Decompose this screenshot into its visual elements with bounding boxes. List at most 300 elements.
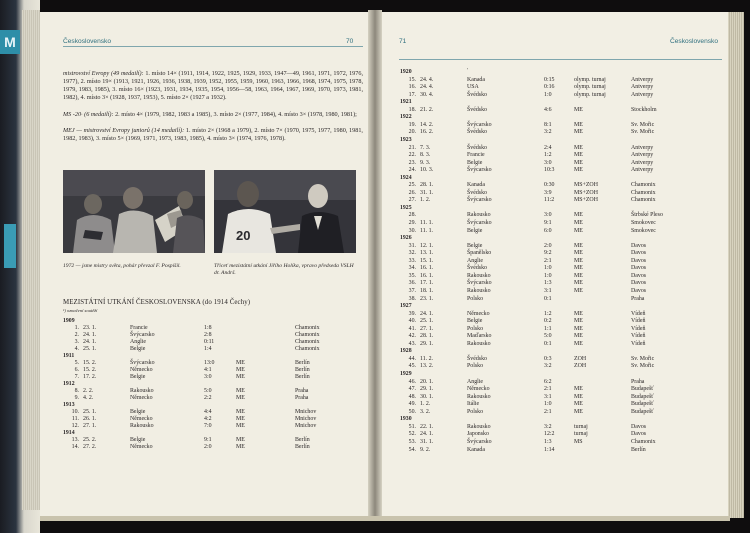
venue: Sv. Mořic <box>631 355 655 362</box>
match-date: 13. 2. <box>420 363 434 370</box>
match-number: 37. <box>408 287 416 294</box>
match-number: 51. <box>408 423 416 430</box>
match-number: 38. <box>408 295 416 302</box>
venue: Budapešť <box>631 408 654 415</box>
opponent: Belgie <box>130 374 146 380</box>
competition: ME <box>236 367 245 373</box>
score: 3:0 <box>544 212 552 219</box>
match-date: 25. 2. <box>83 437 97 443</box>
venue: Davos <box>631 242 647 249</box>
opponent: Anglie <box>467 378 484 385</box>
match-date: 30. 4. <box>420 91 434 98</box>
venue: Mnichov <box>295 423 317 429</box>
opponent: Rakousko <box>467 423 491 430</box>
match-date: 3. 2. <box>420 408 431 415</box>
year-heading: 1929 <box>400 371 412 377</box>
score: 3:1 <box>544 393 552 400</box>
year-heading: 1921 <box>400 99 412 106</box>
match-number: 42. <box>408 333 416 340</box>
opponent: Švýcarsko <box>467 197 492 204</box>
match-date: 27. 1. <box>83 423 97 429</box>
svg-text:20: 20 <box>236 228 251 243</box>
competition: ME <box>574 287 583 294</box>
score: 6:2 <box>544 378 552 385</box>
competition: ME <box>574 280 583 287</box>
opponent: Švýcarsko <box>130 332 155 338</box>
competition: ME <box>236 395 245 401</box>
venue: Vídeň <box>631 310 646 317</box>
score: 1:0 <box>544 91 552 98</box>
match-number: 54. <box>408 446 416 453</box>
match-date: 31. 1. <box>420 189 434 196</box>
match-date: 17. 2. <box>83 374 97 380</box>
match-number: 27. <box>408 197 416 204</box>
opponent: Německo <box>130 395 153 401</box>
year-heading: 1925 <box>400 204 412 211</box>
venue: Praha <box>295 395 309 401</box>
venue: Berlín <box>295 444 310 450</box>
match-number: 15. <box>408 76 416 83</box>
opponent: Německo <box>130 444 153 450</box>
venue: Vídeň <box>631 318 646 325</box>
competition: ME <box>574 257 583 264</box>
opponent: Anglie <box>130 339 147 345</box>
venue: Štrbské Pleso <box>631 212 663 219</box>
opponent: Španělsko <box>467 250 492 257</box>
match-date: 24. 1. <box>83 339 97 345</box>
venue: Budapešť <box>631 393 654 400</box>
year-heading: 1914 <box>63 430 75 436</box>
venue: Praha <box>631 378 645 385</box>
right-header-rule <box>399 59 722 60</box>
match-number: 25. <box>408 182 416 189</box>
opponent: Švédsko <box>467 265 487 272</box>
score: 9:1 <box>204 437 212 443</box>
venue: Chamonix <box>295 339 320 345</box>
match-date: 4. 2. <box>83 395 94 401</box>
match-date: 23. 1. <box>83 325 97 331</box>
venue: Vídeň <box>631 325 646 332</box>
match-date: 15. 1. <box>420 257 434 264</box>
match-number: 1. <box>74 325 79 331</box>
match-date: 24. 4. <box>420 76 434 83</box>
paragraph-ms20-medals <box>63 111 363 119</box>
opponent: Švédsko <box>467 355 487 362</box>
opponent: Rakousko <box>467 287 491 294</box>
competition: ME <box>574 220 583 226</box>
score: 0:3 <box>544 355 552 362</box>
score: 1:2 <box>544 310 552 317</box>
competition: olymp. turnaj <box>574 84 606 91</box>
match-number: 18. <box>408 106 416 113</box>
match-date: 28. 1. <box>420 182 434 189</box>
opponent: Švédsko <box>467 91 487 98</box>
venue: Sv. Mořic <box>631 121 655 128</box>
venue: Budapešť <box>631 386 654 393</box>
match-date: 27. 2. <box>83 444 97 450</box>
match-date: 15. 2. <box>83 367 97 373</box>
opponent: Švédsko <box>467 189 487 196</box>
match-number: 20. <box>408 129 416 136</box>
competition: ME <box>236 437 245 443</box>
competition: ME <box>574 340 583 347</box>
match-date: 23. 1. <box>420 295 434 302</box>
competition: ME <box>236 444 245 450</box>
venue: Davos <box>631 280 647 287</box>
opponent: Švýcarsko <box>467 121 492 128</box>
score: 1:8 <box>204 325 212 331</box>
score: 3:9 <box>544 189 552 196</box>
venue: Davos <box>631 257 647 264</box>
match-date: 17. 1. <box>420 280 434 287</box>
match-date: 7. 3. <box>420 144 431 151</box>
match-date: 24. 1. <box>420 431 434 438</box>
score: 7:0 <box>204 423 212 429</box>
venue: Chamonix <box>295 346 320 352</box>
competition: ZOH <box>574 355 587 362</box>
score: 4:6 <box>544 106 552 113</box>
right-header-title: Československo <box>670 38 719 45</box>
book-gutter <box>368 10 382 520</box>
match-number: 40. <box>408 318 416 325</box>
score: 0:2 <box>544 318 552 325</box>
caption-photo-1: 1972 — jsme mistry světa, pohár převzal F. Pospíšil. <box>63 263 181 269</box>
match-date: 12. 1. <box>420 242 434 249</box>
score: 8:1 <box>544 121 552 128</box>
competition: ME <box>574 265 583 272</box>
match-date: 1. 2. <box>420 197 431 204</box>
section-subtitle: ¹) označení soutěží <box>63 308 98 313</box>
match-date: 30. 1. <box>420 393 434 400</box>
opponent: Švýcarsko <box>467 167 492 174</box>
match-number: 31. <box>408 242 416 249</box>
year-heading: 1926 <box>400 235 412 242</box>
competition: ME <box>574 250 583 257</box>
competition: ME <box>236 423 245 429</box>
match-number: 22. <box>408 152 416 159</box>
venue: Berlín <box>295 367 310 373</box>
match-number: 9. <box>74 395 79 401</box>
match-number: 10. <box>71 409 79 415</box>
year-heading: 1909 <box>63 318 75 324</box>
match-number: 13. <box>71 437 79 443</box>
match-number: 45. <box>408 363 416 370</box>
score: 0:1 <box>544 340 552 347</box>
venue: Chamonix <box>631 182 656 189</box>
competition: ME <box>574 121 583 128</box>
competition: ZOH <box>574 363 587 370</box>
match-date: 27. 1. <box>420 325 434 332</box>
book-left-edge <box>0 0 40 533</box>
section-title: MEZISTÁTNÍ UTKÁNÍ ČESKOSLOVENSKA (do 1914 Čechy) <box>63 299 251 306</box>
match-number: 32. <box>408 250 416 257</box>
index-tab-marker <box>4 224 16 268</box>
score: 11:2 <box>544 197 555 204</box>
year-heading: 1928 <box>400 348 412 355</box>
opponent: Německo <box>467 310 490 317</box>
match-date: 25. 1. <box>420 318 434 325</box>
year-heading: 1927 <box>400 303 412 310</box>
venue: Davos <box>631 250 647 257</box>
year-heading: 1922 <box>400 114 412 121</box>
venue: Mnichov <box>295 409 317 415</box>
venue: Chamonix <box>631 189 656 196</box>
year-heading: 1920 <box>400 69 412 75</box>
match-number: 50. <box>408 408 416 415</box>
venue: Berlín <box>295 360 310 366</box>
venue: Chamonix <box>631 438 656 445</box>
year-heading: 1913 <box>63 402 75 408</box>
match-date: 14. 2. <box>420 121 434 128</box>
score: 4:1 <box>204 367 212 373</box>
venue: Berlín <box>295 437 310 443</box>
match-number: 47. <box>408 386 416 393</box>
match-date: 21. 2. <box>420 106 434 113</box>
score: 0:15 <box>544 76 555 83</box>
competition: ME <box>574 167 583 174</box>
venue: Stockholm <box>631 106 657 113</box>
paragraph-lead: MS -20· (6 medailí): <box>63 111 114 118</box>
opponent: Německo <box>130 367 153 373</box>
match-date: 22. 1. <box>420 423 434 430</box>
opponent: Kanada <box>467 182 485 189</box>
score: 0:16 <box>544 84 555 91</box>
opponent: Polsko <box>467 363 484 370</box>
venue: Sv. Mořic <box>631 129 655 136</box>
match-number: 43. <box>408 340 416 347</box>
left-header-rule <box>63 46 363 47</box>
score: 6:0 <box>544 227 552 234</box>
opponent: Belgie <box>467 227 483 234</box>
score: 3:0 <box>204 374 212 380</box>
opponent: Rakousko <box>467 340 491 347</box>
match-date: 16. 2. <box>420 129 434 136</box>
competition: ME <box>574 393 583 400</box>
match-number: 39. <box>408 310 416 317</box>
venue: Praha <box>295 388 309 394</box>
match-date: 15. 2. <box>83 360 97 366</box>
score: 0:30 <box>544 182 555 189</box>
venue: Budapešť <box>631 401 654 408</box>
competition: ME <box>574 144 583 151</box>
match-date: 11. 2. <box>420 355 434 362</box>
competition: MS+ZOH <box>574 189 598 196</box>
opponent: Itálie <box>467 401 480 408</box>
opponent: Anglie <box>467 257 484 264</box>
opponent: Kanada <box>467 446 485 453</box>
opponent: Kanada <box>467 76 485 83</box>
right-page-number: 71 <box>399 38 407 45</box>
match-date: 24. 4. <box>420 84 434 91</box>
competition: ME <box>574 272 583 279</box>
competition: turnaj <box>574 431 588 438</box>
competition: ME <box>574 318 583 325</box>
page-stack-left <box>22 10 40 510</box>
photo-world-champions-1972 <box>63 170 205 253</box>
match-number: 17. <box>408 91 416 98</box>
match-date: 10. 3. <box>420 167 434 174</box>
paragraph-text: 1. místo 14× (1911, 1914, 1922, 1925, 1929, 1933, 1947—49, 1961, 1971, 1972, 1976, 1977), 2. místo 19× (1913, 1921, 1926, 1936, 1938, 1939, 1952, 1955, 1959, 1960, 1963, 1966, 1968, 1974, 1975, 1978, 1979, 1983, 1985), 3. místo 16× (1923, 1931, 1934, 1935, 1954, 1956—58, 1963, 1964, 1967, 1969, 1970, 1973, 1981, 1982), 4. místo 3× (1928, 1937, 1953), 5. místo 2× (1927 a 1932). <box>63 70 363 101</box>
venue: Davos <box>631 265 647 272</box>
score: 2:4 <box>544 144 552 151</box>
competition: turnaj <box>574 423 588 430</box>
competition: ME <box>574 408 583 415</box>
score: 0:11 <box>204 339 215 345</box>
score: 2:2 <box>204 395 212 401</box>
match-number: 26. <box>408 189 416 196</box>
match-number: 28. <box>408 212 416 219</box>
competition: ME <box>236 409 245 415</box>
match-number: 2. <box>74 332 79 338</box>
score: 1:0 <box>544 272 552 279</box>
index-tab: M <box>0 30 20 54</box>
match-number: 30. <box>408 227 416 234</box>
score: 1:3 <box>544 280 552 287</box>
page-stack-right <box>728 12 744 518</box>
competition: ME <box>574 325 583 332</box>
year-heading: 1912 <box>63 381 75 387</box>
match-date: 25. 1. <box>83 346 97 352</box>
match-number: 53. <box>408 438 416 445</box>
competition: ME <box>574 386 583 393</box>
opponent: Německo <box>467 386 490 393</box>
competition: ME <box>574 152 583 159</box>
paragraph-text: 2. místo 4× (1979, 1982, 1983 a 1985), 3. místo 2× (1977, 1984), 4. místo 3× (1978, 1980, 1981); <box>113 111 357 118</box>
score: 12:2 <box>544 431 555 438</box>
competition: MS+ZOH <box>574 197 598 204</box>
paragraph-lead: mistrovství Evropy (49 medailí): <box>63 70 144 77</box>
year-heading: 1924 <box>400 174 412 181</box>
score: 2:1 <box>544 408 552 415</box>
score: 3:1 <box>544 287 552 294</box>
match-number: 12. <box>71 423 79 429</box>
score: 1:0 <box>544 401 552 408</box>
score: 3:2 <box>544 423 552 430</box>
match-number: 46. <box>408 378 416 385</box>
match-number: 16. <box>408 84 416 91</box>
opponent: Švýcarsko <box>467 280 492 287</box>
match-number: 5. <box>74 360 79 366</box>
opponent: Rakousko <box>467 212 491 219</box>
venue: Vídeň <box>631 333 646 340</box>
score: 13:0 <box>204 360 215 366</box>
match-number: 4. <box>74 346 79 352</box>
match-date: 8. 3. <box>420 152 431 159</box>
match-number: 36. <box>408 280 416 287</box>
venue: Antverpy <box>631 152 654 159</box>
opponent: Švédsko <box>467 106 487 113</box>
match-date: 24. 1. <box>83 332 97 338</box>
opponent: Belgie <box>130 409 146 415</box>
venue: Davos <box>631 287 647 294</box>
match-date: 11. 1. <box>420 227 434 234</box>
competition: ME <box>236 360 245 366</box>
match-date: 24. 1. <box>420 310 434 317</box>
opponent: Švýcarsko <box>467 220 492 226</box>
opponent: Maďarsko <box>467 333 492 340</box>
match-date: 11. 1. <box>420 220 434 226</box>
opponent: Švýcarsko <box>130 360 155 366</box>
venue: Vídeň <box>631 340 646 347</box>
match-number: 35. <box>408 272 416 279</box>
match-number: 6. <box>74 367 79 373</box>
match-number: 49. <box>408 401 416 408</box>
opponent: Švýcarsko <box>467 438 492 445</box>
score: 3:2 <box>544 363 552 370</box>
caption-photo-2: Třiceť mezistátní utkání Jiřího Holíka, vpravo předseda VSLH dr. Andrš. <box>214 263 354 277</box>
match-date: 13. 1. <box>420 250 434 257</box>
left-page-number: 70 <box>346 38 354 45</box>
year-heading: 1911 <box>63 353 75 359</box>
score: 3:2 <box>544 129 552 136</box>
match-date: 26. 1. <box>83 416 97 422</box>
venue: Berlín <box>295 374 310 380</box>
opponent: Rakousko <box>130 388 154 394</box>
score: 9:2 <box>544 250 552 257</box>
match-date: 18. 1. <box>420 287 434 294</box>
score: 1:4 <box>204 346 212 352</box>
venue: Antverpy <box>631 76 654 83</box>
match-number: 7. <box>74 374 79 380</box>
match-number: 3. <box>74 339 79 345</box>
score: 1:2 <box>544 152 552 159</box>
match-number: 24. <box>408 167 416 174</box>
year-heading: 1930 <box>400 416 412 423</box>
venue: Chamonix <box>295 325 320 331</box>
paragraph-me-medals <box>63 70 363 102</box>
competition: ME <box>236 374 245 380</box>
score: 10:3 <box>544 167 555 174</box>
match-number: 48. <box>408 393 416 400</box>
match-date: 1. 2. <box>420 401 431 408</box>
venue: Smokovec <box>631 227 656 234</box>
match-number: 52. <box>408 431 416 438</box>
competition: ME <box>574 129 583 136</box>
venue: Antverpy <box>631 91 654 98</box>
venue: Praha <box>631 295 645 302</box>
score: 2:1 <box>544 386 552 393</box>
competition: ME <box>236 416 245 422</box>
paragraph-mej-medals <box>63 127 363 143</box>
photo-holik-andrs <box>214 170 356 253</box>
competition: olymp. turnaj <box>574 76 606 83</box>
venue: Chamonix <box>631 197 656 204</box>
competition: ME <box>574 227 583 234</box>
match-date: 29. 1. <box>420 386 434 393</box>
match-number: 11. <box>71 416 79 422</box>
opponent: Francie <box>467 152 485 159</box>
match-number: 19. <box>408 121 416 128</box>
competition: ME <box>574 401 583 408</box>
score: 9:1 <box>544 220 552 226</box>
opponent: Belgie <box>467 242 483 249</box>
match-number: 33. <box>408 257 416 264</box>
venue: Davos <box>631 423 647 430</box>
match-number: 21. <box>408 144 416 151</box>
match-date: 9. 2. <box>420 446 431 453</box>
opponent: Belgie <box>467 159 483 166</box>
score: 4:2 <box>204 416 212 422</box>
match-number: 8. <box>74 388 79 394</box>
opponent: Francie <box>130 325 148 331</box>
score: 3:0 <box>544 159 552 166</box>
venue: Chamonix <box>295 332 320 338</box>
opponent: Německo <box>130 416 153 422</box>
paragraph-text: 1. místo 2× (1968 a 1979), 2. místo 7× (1970, 1975, 1977, 1980, 1981, 1982, 1983), 3. místo 5× (1969, 1971, 1973, 1983, 1985), 4. místo 3× (1974, 1976, 1978). <box>63 127 363 142</box>
score: 5:0 <box>544 333 552 340</box>
score: 1:1 <box>544 325 552 332</box>
competition: olymp. turnaj <box>574 91 606 98</box>
